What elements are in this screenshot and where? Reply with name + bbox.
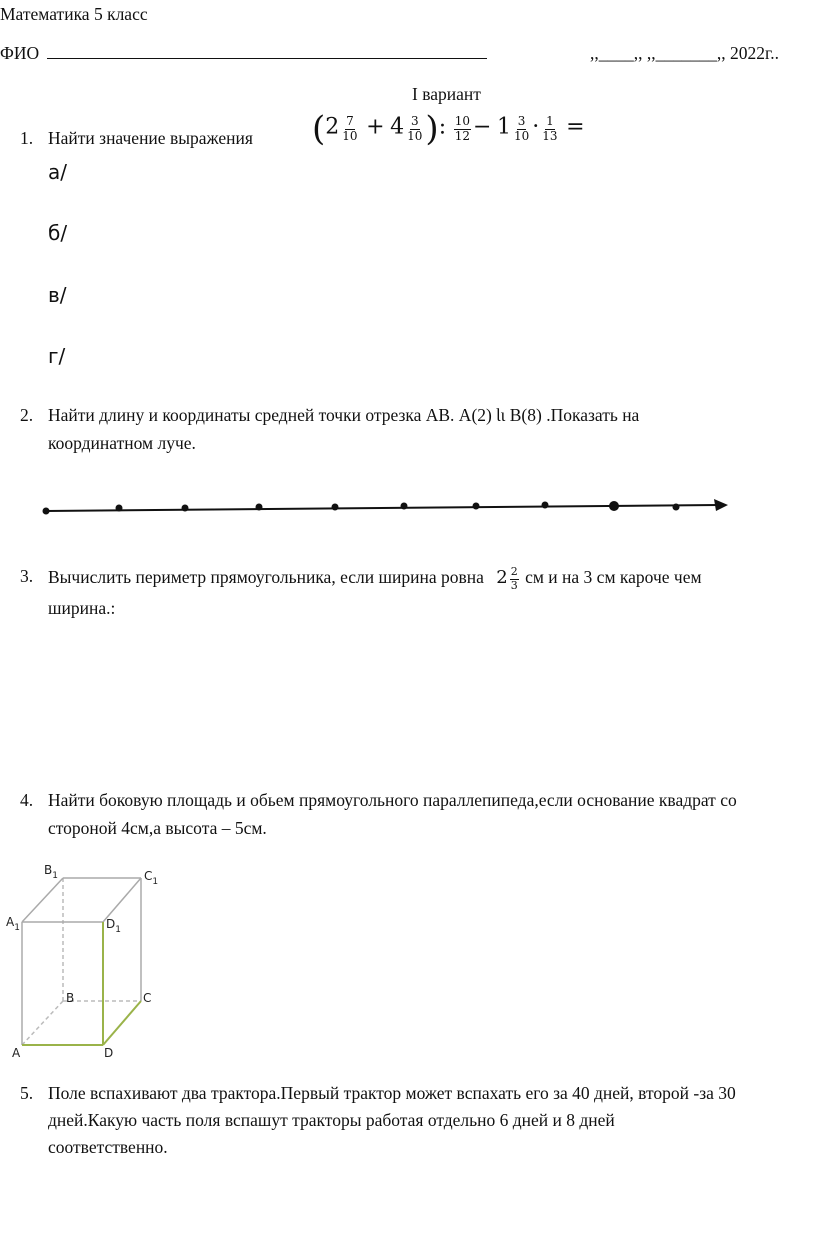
expr-frac-3: $\frac{10}{12}$ bbox=[454, 113, 470, 143]
expr-whole-4: 1 bbox=[496, 114, 511, 140]
label-B1: $B_1$ bbox=[44, 863, 58, 881]
label-C1: $C_1$ bbox=[144, 869, 159, 887]
ray-point bbox=[43, 508, 50, 515]
ray-point bbox=[542, 502, 549, 509]
task4-line2: стороной 4см,а высота – 5см. bbox=[48, 818, 267, 838]
header-subject: Математика 5 класс bbox=[0, 4, 148, 24]
task3-line1 bbox=[48, 566, 702, 592]
expr-frac-5: $\frac{1}{13}$ bbox=[542, 113, 558, 143]
ray-point-large bbox=[609, 501, 619, 511]
task3-line2: ширина.: bbox=[48, 598, 116, 618]
answer-g: г/ bbox=[48, 344, 66, 368]
task1-expression: (2 $\frac{7}{10}$ + 4 $\frac{3}{10}$ ): $\frac{10}{12}$ − 1 $\frac{3}{10}$ · $\frac{1}{13}$ = bbox=[312, 109, 585, 149]
task5-line1: Поле вспахивают два трактора.Первый трактор может вспахать его за 40 дней, второй -за 30 bbox=[48, 1083, 736, 1103]
task2-line1: Найти длину и координаты средней точки отрезка АВ. А(2) Ɩɩ В(8) .Показать на bbox=[48, 405, 640, 425]
fio-row bbox=[0, 43, 487, 64]
task4-number: 4. bbox=[20, 790, 34, 810]
edge-AB bbox=[22, 1001, 63, 1045]
ray-point bbox=[116, 505, 123, 512]
fio-label: ФИО bbox=[0, 43, 40, 63]
answer-a: а/ bbox=[48, 160, 67, 184]
task5-line3: соответственно. bbox=[48, 1137, 168, 1157]
task1-text: Найти значение выражения bbox=[48, 128, 253, 148]
expr-whole-2: 4 bbox=[390, 114, 405, 140]
edge-D1C1 bbox=[103, 878, 141, 922]
answer-b: б/ bbox=[48, 221, 68, 245]
task5-line2: дней.Какую часть поля вспашут тракторы работая отдельно 6 дней и 8 дней bbox=[48, 1110, 615, 1130]
expr-whole-1: 2 bbox=[325, 114, 340, 140]
expr-frac-2: $\frac{3}{10}$ bbox=[407, 113, 423, 143]
task1-number: 1. bbox=[20, 128, 34, 148]
answer-v: в/ bbox=[48, 283, 67, 307]
ray-point bbox=[473, 503, 480, 510]
edge-DC bbox=[103, 1001, 141, 1045]
coordinate-ray bbox=[0, 490, 816, 524]
ray-point bbox=[673, 504, 680, 511]
task2-line2: координатном луче. bbox=[48, 433, 196, 453]
label-C: C bbox=[143, 991, 152, 1005]
task3-number: 3. bbox=[20, 566, 34, 586]
ray-point bbox=[332, 504, 339, 511]
ray-point bbox=[401, 503, 408, 510]
task3-fraction: $\frac{2}{3}$ bbox=[510, 565, 518, 592]
ray-point bbox=[182, 505, 189, 512]
task3-text-a: Вычислить периметр прямоугольника, если ширина ровна bbox=[48, 567, 484, 588]
fio-input-line[interactable] bbox=[47, 44, 487, 59]
task5-number: 5. bbox=[20, 1083, 34, 1103]
task4-line1: Найти боковую площадь и обьем прямоугольного параллепипеда,если основание квадрат со bbox=[48, 790, 737, 810]
label-B: B bbox=[66, 991, 75, 1005]
edge-A1B1 bbox=[22, 878, 63, 922]
expr-frac-4: $\frac{3}{10}$ bbox=[513, 113, 530, 143]
label-A1: $A_1$ bbox=[6, 915, 20, 933]
task3-text-b: см и на 3 см кароче чем bbox=[525, 567, 702, 588]
task3-whole: 2 bbox=[496, 567, 508, 589]
label-A: A bbox=[12, 1046, 21, 1060]
variant-title: I вариант bbox=[412, 84, 481, 104]
ray-arrow-icon bbox=[714, 499, 728, 511]
parallelepiped-diagram bbox=[0, 860, 180, 1065]
task2-number: 2. bbox=[20, 405, 34, 425]
label-D: D bbox=[104, 1046, 114, 1060]
label-D1: $D_1$ bbox=[106, 917, 121, 935]
expr-frac-1: $\frac{7}{10}$ bbox=[342, 113, 358, 143]
date-line: ,,____,, ,,_______,, 2022г.. bbox=[590, 43, 779, 63]
ray-point bbox=[256, 504, 263, 511]
